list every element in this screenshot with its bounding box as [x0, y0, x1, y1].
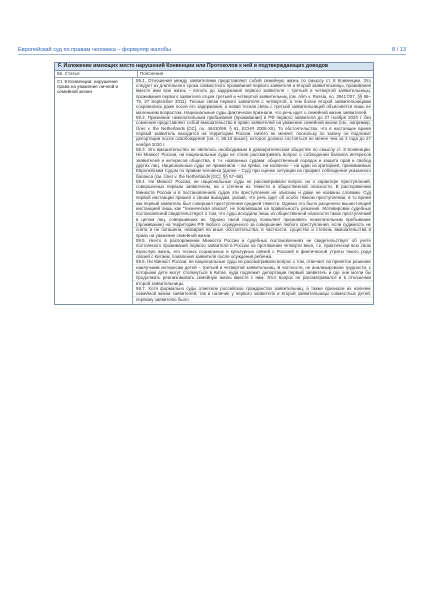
paragraph-59-6: 59.6. Ни Минюст России, ни национальные суды не рассматривали вопрос о том, отвечает ли принятое решение наилучшим интересам детей – третьей и четвертой заявительниц. В частности, не анализировали трудности, с которыми дети могут столкнуться в Китае, куда подлежит депортации первый заявитель и где они могли бы продолжать реализовывать семейную жизнь вместе с ним. Этот вопрос не рассматривался и в отношении второй заявительницы.	[136, 259, 371, 286]
table-row	[55, 78, 373, 304]
article-cell[interactable]: Ст. 8 Конвенции: нарушение права на уважение личной и семейной жизни	[55, 78, 133, 304]
explanation-cell[interactable]	[133, 78, 373, 304]
explanation-column-header: Пояснения	[140, 71, 164, 76]
article-column-header: 55. Статья	[55, 71, 138, 77]
paragraph-59-5: 59.5. Ничто в распоряжении Минюста России и судебных постановлениях не свидетельствует об учете постоянного проживания первого заявителя в России на протяжении четверти века, т.е. практически всю свою взрослую жизнь, его тесных социальных и культурных связей с Россией и фактической утраты такого рода связей с Китаем, появления заявителя после осуждения ребенка.	[136, 237, 371, 259]
section-title: F. Изложение имеющих место нарушений Конвенции или Протоколов к ней и подтверждающих доводов	[55, 63, 373, 71]
paragraph-59-4: 59.4. Ни Минюст России, ни национальные суды не рассматривали вопрос ни о характере преступлений, совершенных первым заявителем, ни о степени их тяжести и общественной опасности. В распоряжении Минюста России и в постановлениях судов эти преступления не описаны и даже не названы словами. Суд первой инстанции пришел к своим выводам, указав, что речь идет об особо тяжком преступлении, в то время как первый заявитель был совершил преступления средней тяжести. Однако это было расценено вышестоящей инстанцией лишь как "техническая описка", не повлиявшая на правильность решения. Мотивировки судебных постановлений свидетельствуют о том, что суды исходили лишь из общественной опасности таких преступлений в целом лиц, совершивших их. Однако такой подход позволяет признавать нежелательным пребывание (проживание) на территории РФ любого осужденного за совершение любого преступления, если судимость не снята и не погашена, невзирая на иные обстоятельства, в частности, существо и степень вмешательства в право на уважение семейной жизни.	[136, 179, 371, 238]
paragraph-59-7: 59.7. Хотя формально суды отметили российское гражданство заявительниц, а также признали их наличие семейной жизни заявителей, так и наличие у первого заявителя и второй заявительницы совместных детей, первому заявителю было	[136, 286, 371, 302]
violations-section	[54, 62, 374, 305]
paragraph-59-1: 59.1. Отношения между заявителями представляют собой семейную жизнь по смыслу ст. 8 Конвенции. Это следует из длительного срока совместного проживания первого заявителя и второй заявительницы, проживания вместе ими всю жизнь – вплоть до задержания первого заявителя – третьей и четвертой заявительницы, проживания первого заявителя отцом третьей и четвертой заявительниц (см. Alim v. Russia, no. 39417/07, §§ 68–75, 27 September 2011). Тесные связи первого заявителя с четвертой, а тем более второй заявительницами сохранились даже после его задержания, а новая тесная связь с третьей заявительницей объясняется лишь ее маленьким возрастом. Национальные суды фактически признали, что речь идет о семейной жизни заявителей.	[136, 77, 371, 115]
table-header	[55, 71, 373, 78]
page-number: 8 / 13	[392, 47, 406, 53]
paragraph-59-3: 59.3. Это вмешательство не являлось необходимым в демократическом обществе по смыслу ст. 8 Конвенции. Ни Минюст России, ни национальные суды не стали рассматривать вопрос о соблюдении баланса интересов заявителей и интересов общества, в т.ч. названных судами: общественный порядок и защита прав и свобод других лиц. Национальные суды не применили – ни прямо, ни косвенно – ни один из критериев, принимаемых Европейским Судом по правам человека (далее – Суд) при оценке ситуации на предмет соблюдения указанного баланса (см. Üner v. the Netherlands [GC], §§ 57–58).	[136, 147, 371, 179]
page-header	[18, 40, 406, 55]
paragraph-59-2: 59.2. Признание нежелательным пребывания (проживания) в РФ первого заявителя до 27 ноября 2020 г. без сомнения представляет собой вмешательство в право заявителей на уважение семейной жизни (см., например, Üner v. the Netherlands [GC], no. 46410/99, § 61, ECHR 2006-XII). То обстоятельство, что в настоящее время первый заявитель находится на территории России, ничего не меняет, поскольку по закону он подлежит депортации после освобождения (см. п. 56.15 выше), которое должно состояться не менее чем за 3 года до 27 ноября 2020 г.	[136, 115, 371, 147]
form-title: Европейский суд по правам человека – формуляр жалобы	[18, 47, 171, 53]
